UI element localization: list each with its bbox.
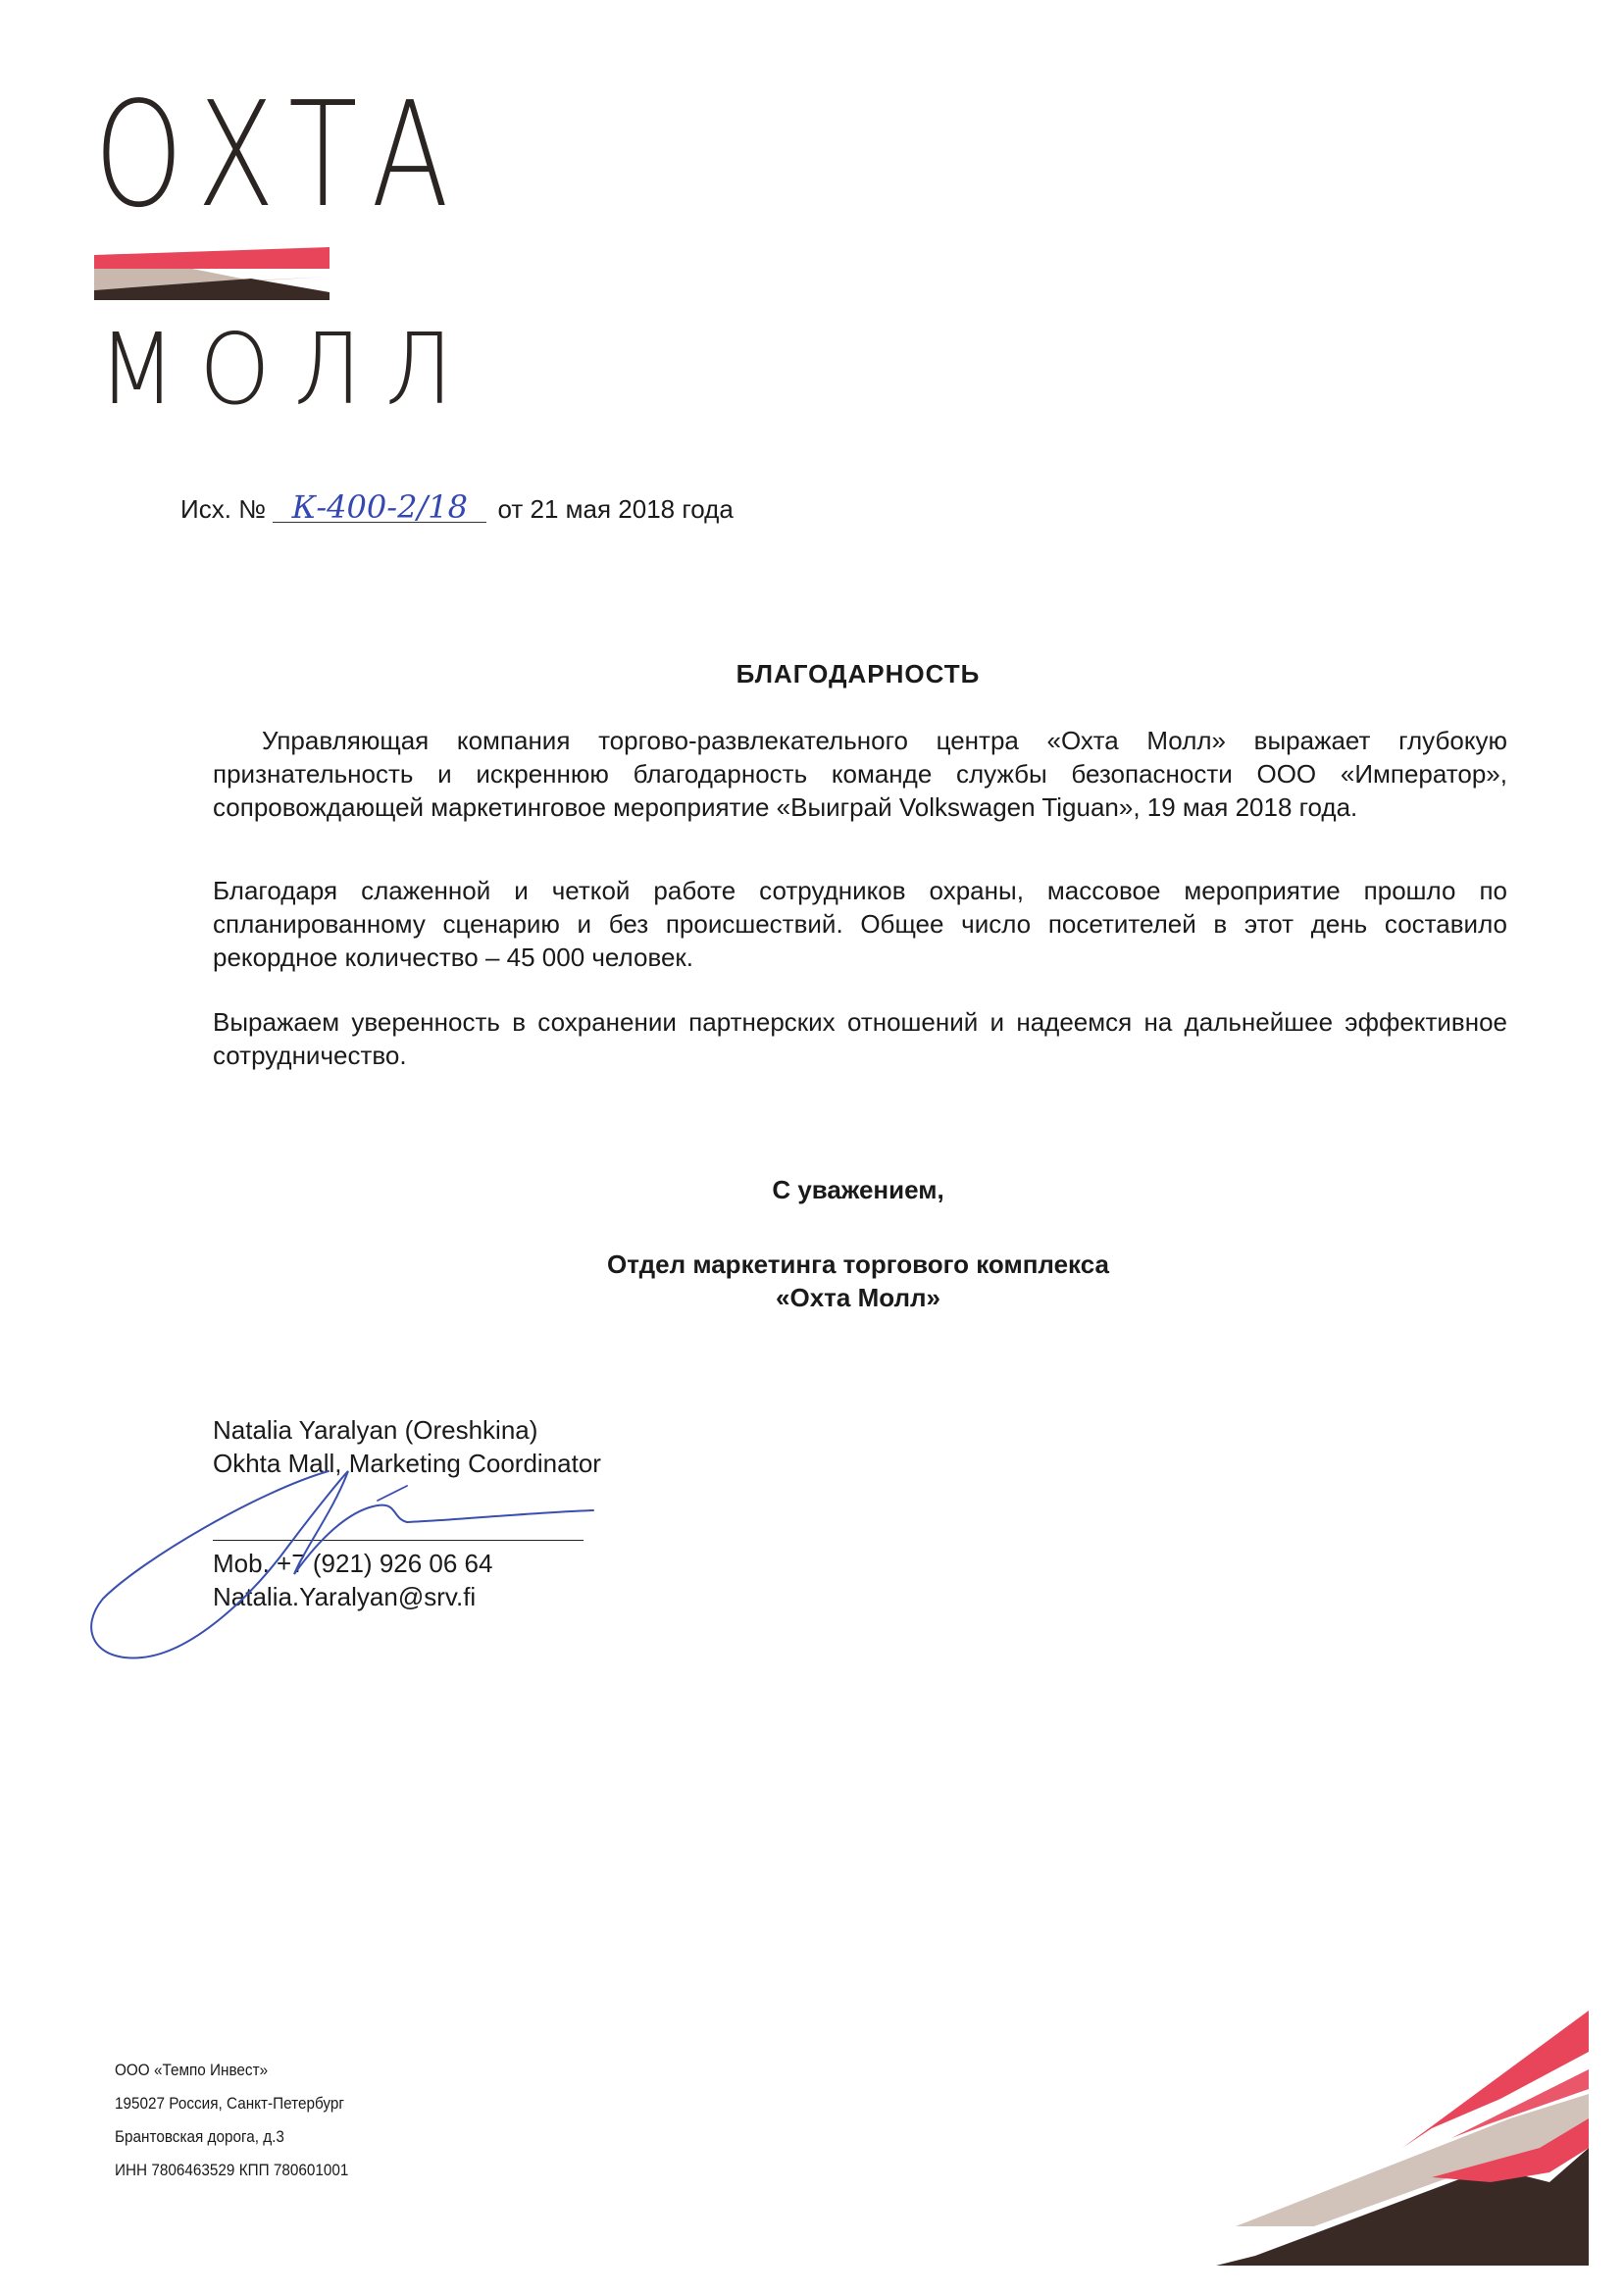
signatory-title: Okhta Mall, Marketing Coordinator <box>213 1449 601 1478</box>
footer-company: ООО «Темпо Инвест» <box>115 2061 269 2079</box>
corner-ribbon-decoration <box>1079 2001 1589 2266</box>
footer-address-1: 195027 Россия, Санкт-Петербург <box>115 2094 344 2113</box>
handwritten-signature <box>83 1452 613 1677</box>
paragraph-3: Выражаем уверенность в сохранении партнерских отношений и надеемся на дальнейшее эффективное сотрудничество. <box>213 1007 1507 1070</box>
paragraph-2: Благодаря слаженной и четкой работе сотрудников охраны, массовое мероприятие прошло по спланированному сценарию и без происшествий. Общее число посетителей в этот день составило рекордное количество – 45 000 человек. <box>213 876 1507 972</box>
signatory-email: Natalia.Yaralyan@srv.fi <box>213 1582 477 1611</box>
reference-label: Исх. № <box>180 494 267 524</box>
logo-ribbon <box>94 247 330 308</box>
reference-date: от 21 мая 2018 года <box>497 494 734 524</box>
closing-regards: С уважением, <box>772 1175 944 1204</box>
signatory-mobile: Mob. +7 (921) 926 06 64 <box>213 1549 493 1578</box>
logo-wordmark-bottom: МОЛЛ <box>98 312 477 427</box>
logo-wordmark-top: ОХТА <box>94 71 463 239</box>
reference-number: К-400-2/18 <box>273 492 486 523</box>
signatory-name: Natalia Yaralyan (Oreshkina) <box>213 1415 538 1445</box>
letter-heading: БЛАГОДАРНОСТЬ <box>736 659 981 688</box>
footer-tax-ids: ИНН 7806463529 КПП 780601001 <box>115 2161 349 2179</box>
department-line-2: «Охта Молл» <box>776 1283 940 1312</box>
department-line-1: Отдел маркетинга торгового комплекса <box>607 1249 1109 1279</box>
footer-address-2: Брантовская дорога, д.3 <box>115 2127 284 2146</box>
paragraph-1: Управляющая компания торгово-развлекательного центра «Охта Молл» выражает глубокую признательность и искреннюю благодарность команде службы безопасности ООО «Император», сопровождающей маркетинговое мероприятие «Выиграй Volkswagen Tiguan», 19 мая 2018 года. <box>213 726 1507 822</box>
reference-line <box>180 488 734 526</box>
